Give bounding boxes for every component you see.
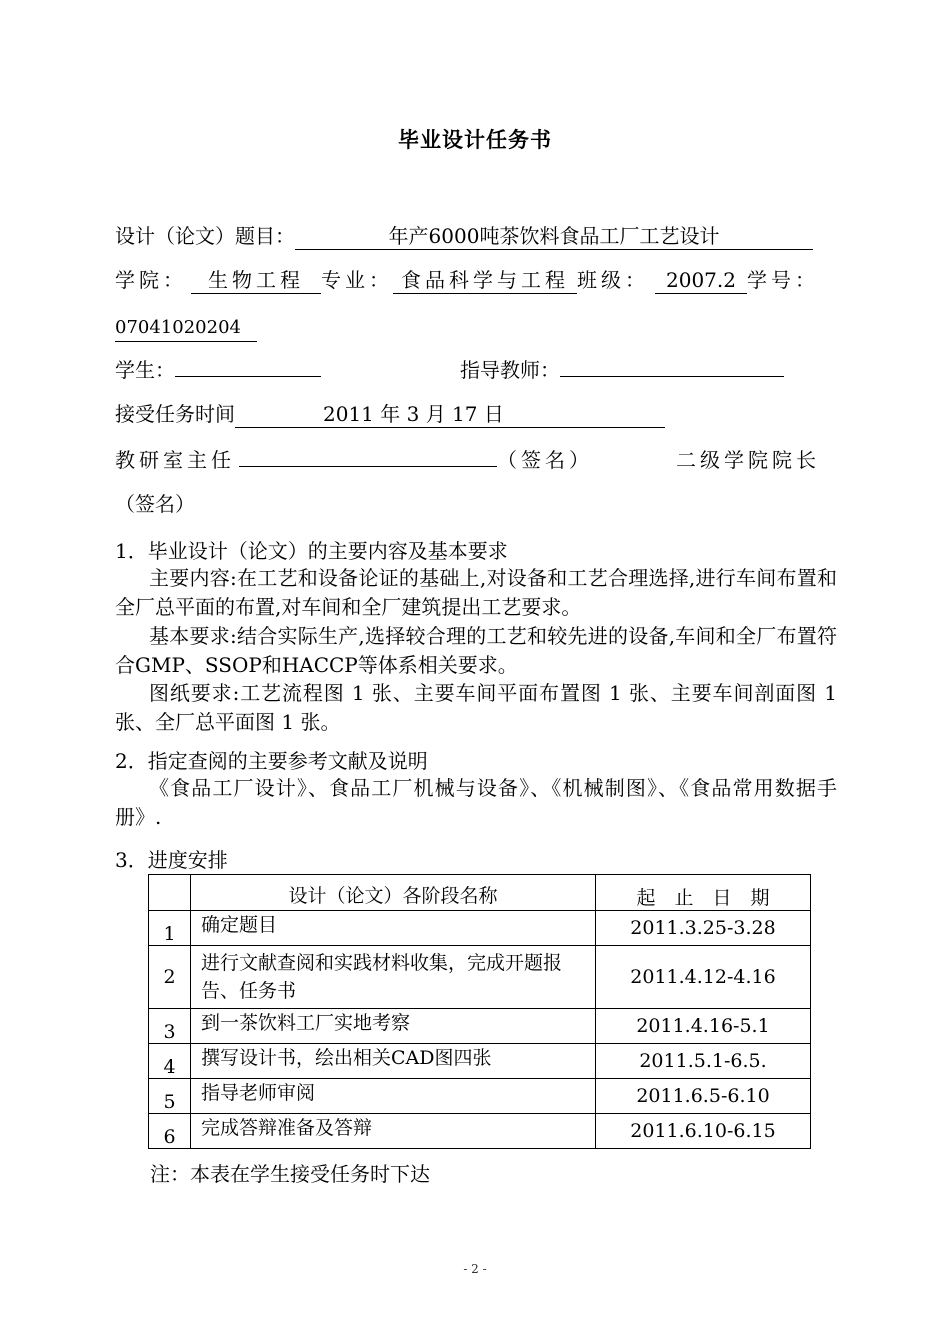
row-num: 5 bbox=[149, 1079, 191, 1114]
row-stage: 指导老师审阅 bbox=[191, 1079, 596, 1114]
receive-time-label: 接受任务时间 bbox=[115, 402, 235, 426]
advisor-line bbox=[460, 356, 784, 384]
table-header-row bbox=[149, 875, 811, 911]
row-date: 2011.5.1-6.5. bbox=[596, 1044, 811, 1079]
college-value: 生物工程 bbox=[191, 267, 321, 294]
section2-references: 《食品工厂设计》、食品工厂机械与设备》、《机械制图》、《食品常用数据手册》. bbox=[115, 776, 837, 829]
section1-heading: 1．毕业设计（论文）的主要内容及基本要求 bbox=[115, 539, 508, 563]
section3-heading: 3．进度安排 bbox=[115, 848, 228, 872]
document-title: 毕业设计任务书 bbox=[398, 128, 552, 152]
section1-content: 主要内容:在工艺和设备论证的基础上,对设备和工艺合理选择,进行车间布置和全厂总平面的布置,对车间和全厂建筑提出工艺要求。 bbox=[115, 566, 837, 619]
page-number: - 2 - bbox=[463, 1262, 487, 1276]
header-date: 起 止 日 期 bbox=[596, 875, 811, 911]
student-id-line bbox=[115, 312, 257, 342]
row-stage: 到一茶饮料工厂实地考察 bbox=[191, 1009, 596, 1044]
id-label: 学号： bbox=[747, 268, 819, 292]
row-num: 3 bbox=[149, 1009, 191, 1044]
row-stage: 进行文献查阅和实践材料收集，完成开题报告、任务书 bbox=[191, 946, 596, 1009]
header-num-cell bbox=[149, 875, 191, 911]
student-label: 学生： bbox=[115, 358, 175, 382]
section1-drawings: 图纸要求:工艺流程图 1 张、主要车间平面布置图 1 张、主要车间剖面图 1 张、全厂总平面图 1 张。 bbox=[115, 681, 837, 734]
director-label: 教研室主任 bbox=[115, 448, 235, 472]
topic-value: 年产6000吨茶饮料食品工厂工艺设计 bbox=[295, 223, 813, 250]
table-note: 注：本表在学生接受任务时下达 bbox=[150, 1162, 430, 1186]
row-date: 2011.4.12-4.16 bbox=[596, 946, 811, 1009]
row-stage: 撰写设计书，绘出相关CAD图四张 bbox=[191, 1044, 596, 1079]
college-line bbox=[115, 266, 819, 294]
dean-label: 二级学院院长 bbox=[676, 448, 820, 472]
table-row bbox=[149, 1114, 811, 1149]
row-date: 2011.4.16-5.1 bbox=[596, 1009, 811, 1044]
table-row bbox=[149, 1009, 811, 1044]
table-row bbox=[149, 1079, 811, 1114]
receive-time-line bbox=[115, 400, 665, 428]
section2-heading: 2．指定查阅的主要参考文献及说明 bbox=[115, 749, 428, 773]
major-value: 食品科学与工程 bbox=[393, 267, 577, 294]
receive-time-value bbox=[235, 401, 665, 428]
student-blank bbox=[175, 376, 321, 377]
receive-time-date: 2011 年 3 月 17 日 bbox=[323, 402, 504, 426]
row-num: 2 bbox=[149, 946, 191, 1009]
row-date: 2011.6.5-6.10 bbox=[596, 1079, 811, 1114]
row-stage: 完成答辩准备及答辩 bbox=[191, 1114, 596, 1149]
row-num: 6 bbox=[149, 1114, 191, 1149]
director-line bbox=[115, 446, 593, 474]
class-label: 班级： bbox=[577, 268, 649, 292]
schedule-table bbox=[148, 874, 811, 1149]
class-value: 2007.2 bbox=[655, 267, 747, 294]
major-label: 专业： bbox=[321, 268, 393, 292]
topic-label: 设计（论文）题目： bbox=[115, 224, 295, 248]
advisor-label: 指导教师： bbox=[460, 358, 560, 382]
row-stage: 确定题目 bbox=[191, 911, 596, 946]
advisor-blank bbox=[560, 376, 784, 377]
row-num: 4 bbox=[149, 1044, 191, 1079]
dean-sign-label: （签名） bbox=[115, 492, 195, 516]
row-num: 1 bbox=[149, 911, 191, 946]
table-row bbox=[149, 1044, 811, 1079]
student-id-value: 07041020204 bbox=[115, 315, 257, 342]
row-date: 2011.3.25-3.28 bbox=[596, 911, 811, 946]
section1-requirements: 基本要求:结合实际生产,选择较合理的工艺和较先进的设备,车间和全厂布置符合GMP、SSOP和HACCP等体系相关要求。 bbox=[115, 624, 837, 677]
table-row bbox=[149, 911, 811, 946]
header-stage: 设计（论文）各阶段名称 bbox=[191, 875, 596, 911]
row-date: 2011.6.10-6.15 bbox=[596, 1114, 811, 1149]
director-blank bbox=[239, 466, 497, 467]
student-line bbox=[115, 356, 321, 384]
table-row bbox=[149, 946, 811, 1009]
topic-line bbox=[115, 222, 813, 250]
college-label: 学院： bbox=[115, 268, 187, 292]
sign-label: （签名） bbox=[497, 448, 593, 472]
